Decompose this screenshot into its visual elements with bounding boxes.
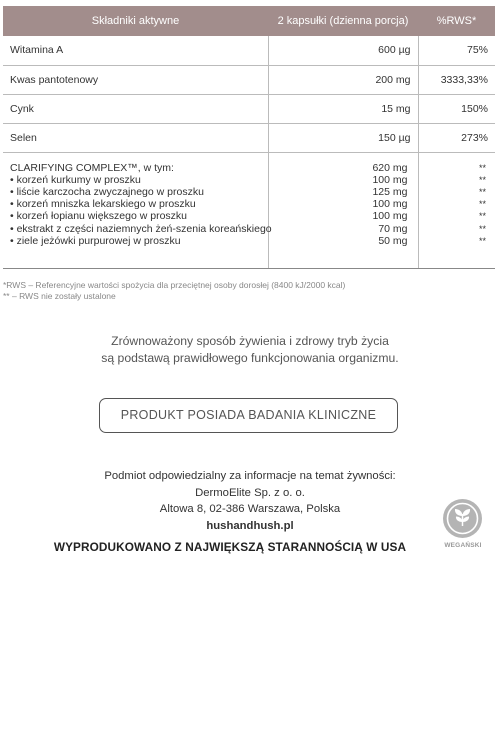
table-header-row <box>3 6 495 36</box>
nutrition-motto <box>0 333 500 367</box>
complex-item-rws: ** <box>478 211 486 222</box>
website-link[interactable]: hushandhush.pl <box>206 519 294 532</box>
footnote-rws: *RWS – Referencyjne wartości spożycia dla przeciętnej osoby dorosłej (8400 kJ/2000 kcal) <box>3 280 346 290</box>
table-row <box>3 123 495 152</box>
ingredient-amount: 150 µg <box>268 123 418 152</box>
complex-item-rws: ** <box>478 223 486 234</box>
header-daily-dose: 2 kapsułki (dzienna porcja) <box>268 6 418 36</box>
company-name: DermoElite Sp. z o. o. <box>195 486 305 499</box>
complex-item-name: • korzeń kurkumy w proszku <box>10 173 141 186</box>
complex-item-amount: 100 mg <box>372 173 408 186</box>
complex-names <box>3 152 272 268</box>
ingredient-rws: 150% <box>418 94 495 123</box>
table-row <box>3 94 495 123</box>
made-in-usa <box>0 540 500 554</box>
ingredient-rws: 3333,33% <box>418 65 495 94</box>
ingredient-name: Kwas pantotenowy <box>3 65 268 94</box>
complex-item-amount: 125 mg <box>372 185 408 198</box>
header-ingredients: Składniki aktywne <box>3 6 268 36</box>
table-row <box>3 65 495 94</box>
info-line: Podmiot odpowiedzialny za informacje na temat żywności: <box>104 470 396 482</box>
table-row <box>3 36 495 65</box>
ingredient-name: Cynk <box>3 94 268 123</box>
complex-item-amount: 100 mg <box>372 198 408 211</box>
vegan-circle <box>443 499 482 538</box>
vegan-badge <box>438 499 488 559</box>
complex-item-rws: ** <box>478 174 486 185</box>
ingredient-rws: 273% <box>418 123 495 152</box>
ingredient-name: Selen <box>3 123 268 152</box>
ingredient-rws: 75% <box>418 36 495 65</box>
complex-item-amount: 50 mg <box>378 234 408 247</box>
header-rws: %RWS* <box>418 6 495 36</box>
clinical-studies-badge: PRODUKT POSIADA BADANIA KLINICZNE <box>99 398 398 433</box>
complex-rws <box>418 152 495 268</box>
footnotes <box>3 280 345 302</box>
complex-title-rws: ** <box>478 162 486 173</box>
complex-item-amount: 100 mg <box>372 210 408 223</box>
complex-item-name: • korzeń łopianu większego w proszku <box>10 210 188 223</box>
vegan-label: WEGAŃSKI <box>444 542 482 549</box>
complex-row <box>3 152 495 268</box>
company-address: Altowa 8, 02-386 Warszawa, Polska <box>159 503 341 515</box>
ingredient-name: Witamina A <box>3 36 268 65</box>
complex-item-name: • liście karczocha zwyczajnego w proszku <box>10 185 204 198</box>
responsible-entity-info <box>100 468 400 534</box>
motto-line: są podstawą prawidłowego funkcjonowania organizmu. <box>101 351 399 365</box>
complex-amounts <box>268 152 418 268</box>
footnote-no-rws: ** – RWS nie zostały ustalone <box>3 291 116 301</box>
nutrition-table <box>3 6 495 269</box>
complex-item-amount: 70 mg <box>378 222 408 235</box>
made-in-text: WYPRODUKOWANO Z NAJWIĘKSZĄ STARANNOŚCIĄ W USA <box>53 540 407 554</box>
complex-title: CLARIFYING COMPLEX™, w tym: <box>10 161 174 174</box>
complex-title-amount: 620 mg <box>372 161 408 174</box>
complex-item-name: • ziele jeżówki purpurowej w proszku <box>10 234 181 247</box>
ingredient-amount: 15 mg <box>268 94 418 123</box>
complex-item-rws: ** <box>478 235 486 246</box>
complex-item-name: • ekstrakt z części naziemnych żeń-szenia koreańskiego <box>10 222 272 235</box>
leaf-icon <box>443 499 482 538</box>
ingredient-amount: 200 mg <box>268 65 418 94</box>
complex-item-rws: ** <box>478 199 486 210</box>
motto-line: Zrównoważony sposób żywienia i zdrowy tryb życia <box>111 334 389 348</box>
complex-item-rws: ** <box>478 186 486 197</box>
ingredient-amount: 600 µg <box>268 36 418 65</box>
complex-item-name: • korzeń mniszka lekarskiego w proszku <box>10 198 196 211</box>
